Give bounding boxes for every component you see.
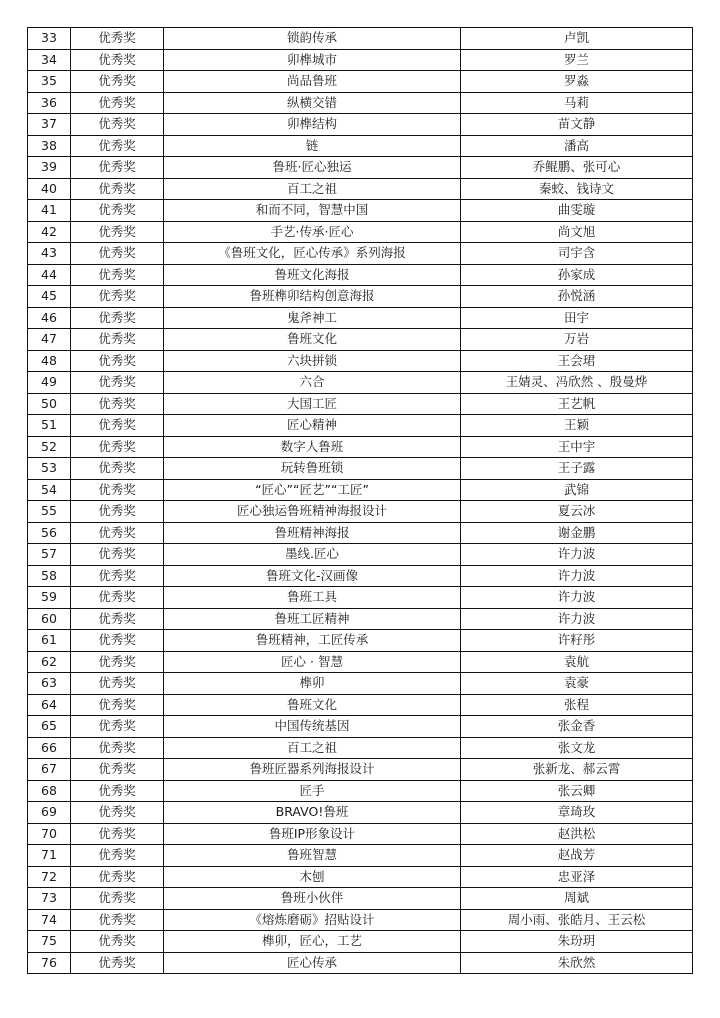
table-row [28, 178, 693, 200]
row-number-cell: 51 [28, 415, 71, 437]
table-row [28, 952, 693, 974]
award-level-cell: 优秀奖 [71, 350, 164, 372]
award-level-cell: 优秀奖 [71, 200, 164, 222]
author-cell: 许力波 [461, 544, 693, 566]
work-title-cell: 六块拼锁 [164, 350, 461, 372]
row-number-cell: 64 [28, 694, 71, 716]
row-number-cell: 46 [28, 307, 71, 329]
table-row [28, 608, 693, 630]
award-level-cell: 优秀奖 [71, 651, 164, 673]
table-row [28, 436, 693, 458]
table-row [28, 888, 693, 910]
author-cell: 孙家成 [461, 264, 693, 286]
table-row [28, 479, 693, 501]
work-title-cell: 匠心精神 [164, 415, 461, 437]
work-title-cell: 鲁班文化-汉画像 [164, 565, 461, 587]
table-row [28, 802, 693, 824]
row-number-cell: 68 [28, 780, 71, 802]
author-cell: 司宇含 [461, 243, 693, 265]
award-level-cell: 优秀奖 [71, 221, 164, 243]
work-title-cell: 锁韵传承 [164, 28, 461, 50]
award-level-cell: 优秀奖 [71, 565, 164, 587]
table-row [28, 845, 693, 867]
author-cell: 张文龙 [461, 737, 693, 759]
award-level-cell: 优秀奖 [71, 501, 164, 523]
award-level-cell: 优秀奖 [71, 694, 164, 716]
award-level-cell: 优秀奖 [71, 264, 164, 286]
author-cell: 朱玢玥 [461, 931, 693, 953]
table-row [28, 243, 693, 265]
award-level-cell: 优秀奖 [71, 329, 164, 351]
table-row [28, 157, 693, 179]
author-cell: 许力波 [461, 565, 693, 587]
author-cell: 袁航 [461, 651, 693, 673]
work-title-cell: “匠心”“匠艺”“工匠” [164, 479, 461, 501]
table-row [28, 759, 693, 781]
row-number-cell: 50 [28, 393, 71, 415]
row-number-cell: 43 [28, 243, 71, 265]
work-title-cell: 匠心 · 智慧 [164, 651, 461, 673]
award-level-cell: 优秀奖 [71, 780, 164, 802]
row-number-cell: 33 [28, 28, 71, 50]
work-title-cell: 链 [164, 135, 461, 157]
work-title-cell: 鲁班工匠精神 [164, 608, 461, 630]
author-cell: 赵洪松 [461, 823, 693, 845]
author-cell: 王颖 [461, 415, 693, 437]
table-row [28, 71, 693, 93]
work-title-cell: 手艺·传承·匠心 [164, 221, 461, 243]
work-title-cell: 数字人鲁班 [164, 436, 461, 458]
row-number-cell: 71 [28, 845, 71, 867]
work-title-cell: 卯榫结构 [164, 114, 461, 136]
award-level-cell: 优秀奖 [71, 866, 164, 888]
row-number-cell: 67 [28, 759, 71, 781]
author-cell: 许籽彤 [461, 630, 693, 652]
author-cell: 张新龙、郝云霄 [461, 759, 693, 781]
award-level-cell: 优秀奖 [71, 716, 164, 738]
work-title-cell: 鲁班榫卯结构创意海报 [164, 286, 461, 308]
row-number-cell: 76 [28, 952, 71, 974]
row-number-cell: 53 [28, 458, 71, 480]
work-title-cell: 百工之祖 [164, 737, 461, 759]
award-level-cell: 优秀奖 [71, 630, 164, 652]
award-level-cell: 优秀奖 [71, 157, 164, 179]
award-level-cell: 优秀奖 [71, 952, 164, 974]
table-row [28, 329, 693, 351]
row-number-cell: 54 [28, 479, 71, 501]
author-cell: 武锦 [461, 479, 693, 501]
award-level-cell: 优秀奖 [71, 608, 164, 630]
awards-table-body [28, 28, 693, 974]
table-row [28, 393, 693, 415]
row-number-cell: 37 [28, 114, 71, 136]
row-number-cell: 41 [28, 200, 71, 222]
table-row [28, 931, 693, 953]
award-level-cell: 优秀奖 [71, 802, 164, 824]
row-number-cell: 55 [28, 501, 71, 523]
author-cell: 卢凯 [461, 28, 693, 50]
table-row [28, 909, 693, 931]
table-row [28, 866, 693, 888]
row-number-cell: 47 [28, 329, 71, 351]
award-level-cell: 优秀奖 [71, 909, 164, 931]
table-row [28, 372, 693, 394]
row-number-cell: 65 [28, 716, 71, 738]
award-level-cell: 优秀奖 [71, 114, 164, 136]
work-title-cell: 鲁班IP形象设计 [164, 823, 461, 845]
author-cell: 许力波 [461, 587, 693, 609]
work-title-cell: BRAVO!鲁班 [164, 802, 461, 824]
work-title-cell: 鲁班精神，工匠传承 [164, 630, 461, 652]
work-title-cell: 大国工匠 [164, 393, 461, 415]
table-row [28, 415, 693, 437]
table-row [28, 92, 693, 114]
award-level-cell: 优秀奖 [71, 522, 164, 544]
table-row [28, 716, 693, 738]
work-title-cell: 榫卯 [164, 673, 461, 695]
work-title-cell: 鲁班智慧 [164, 845, 461, 867]
award-level-cell: 优秀奖 [71, 436, 164, 458]
work-title-cell: 鲁班·匠心独运 [164, 157, 461, 179]
author-cell: 谢金鹏 [461, 522, 693, 544]
table-row [28, 286, 693, 308]
table-row [28, 630, 693, 652]
work-title-cell: 百工之祖 [164, 178, 461, 200]
author-cell: 忠亚泽 [461, 866, 693, 888]
row-number-cell: 73 [28, 888, 71, 910]
award-level-cell: 优秀奖 [71, 587, 164, 609]
work-title-cell: 鲁班文化 [164, 694, 461, 716]
table-row [28, 522, 693, 544]
work-title-cell: 榫卯，匠心，工艺 [164, 931, 461, 953]
work-title-cell: 《熔炼磨砺》招贴设计 [164, 909, 461, 931]
row-number-cell: 40 [28, 178, 71, 200]
row-number-cell: 62 [28, 651, 71, 673]
award-level-cell: 优秀奖 [71, 372, 164, 394]
row-number-cell: 61 [28, 630, 71, 652]
award-level-cell: 优秀奖 [71, 135, 164, 157]
work-title-cell: 匠心独运鲁班精神海报设计 [164, 501, 461, 523]
row-number-cell: 52 [28, 436, 71, 458]
work-title-cell: 鲁班匠器系列海报设计 [164, 759, 461, 781]
award-level-cell: 优秀奖 [71, 544, 164, 566]
work-title-cell: 墨线.匠心 [164, 544, 461, 566]
author-cell: 王子露 [461, 458, 693, 480]
row-number-cell: 63 [28, 673, 71, 695]
author-cell: 袁豪 [461, 673, 693, 695]
row-number-cell: 70 [28, 823, 71, 845]
author-cell: 苗文静 [461, 114, 693, 136]
author-cell: 孙悦涵 [461, 286, 693, 308]
work-title-cell: 鲁班精神海报 [164, 522, 461, 544]
author-cell: 朱欣然 [461, 952, 693, 974]
table-row [28, 587, 693, 609]
award-level-cell: 优秀奖 [71, 71, 164, 93]
work-title-cell: 木刨 [164, 866, 461, 888]
work-title-cell: 鲁班文化 [164, 329, 461, 351]
row-number-cell: 74 [28, 909, 71, 931]
award-level-cell: 优秀奖 [71, 845, 164, 867]
table-row [28, 135, 693, 157]
table-row [28, 350, 693, 372]
table-row [28, 544, 693, 566]
award-level-cell: 优秀奖 [71, 307, 164, 329]
work-title-cell: 鲁班小伙伴 [164, 888, 461, 910]
author-cell: 王婧灵、冯欣然 、殷曼烨 [461, 372, 693, 394]
award-level-cell: 优秀奖 [71, 458, 164, 480]
author-cell: 夏云冰 [461, 501, 693, 523]
row-number-cell: 56 [28, 522, 71, 544]
work-title-cell: 匠心传承 [164, 952, 461, 974]
row-number-cell: 75 [28, 931, 71, 953]
author-cell: 曲雯璇 [461, 200, 693, 222]
award-level-cell: 优秀奖 [71, 759, 164, 781]
row-number-cell: 69 [28, 802, 71, 824]
author-cell: 田宇 [461, 307, 693, 329]
work-title-cell: 鲁班文化海报 [164, 264, 461, 286]
row-number-cell: 72 [28, 866, 71, 888]
row-number-cell: 42 [28, 221, 71, 243]
award-level-cell: 优秀奖 [71, 888, 164, 910]
work-title-cell: 六合 [164, 372, 461, 394]
award-level-cell: 优秀奖 [71, 479, 164, 501]
work-title-cell: 玩转鲁班锁 [164, 458, 461, 480]
work-title-cell: 纵横交错 [164, 92, 461, 114]
row-number-cell: 34 [28, 49, 71, 71]
author-cell: 张云卿 [461, 780, 693, 802]
author-cell: 王会珺 [461, 350, 693, 372]
award-level-cell: 优秀奖 [71, 28, 164, 50]
author-cell: 罗兰 [461, 49, 693, 71]
author-cell: 章琦玫 [461, 802, 693, 824]
author-cell: 潘高 [461, 135, 693, 157]
award-level-cell: 优秀奖 [71, 49, 164, 71]
row-number-cell: 36 [28, 92, 71, 114]
row-number-cell: 39 [28, 157, 71, 179]
work-title-cell: 《鲁班文化，匠心传承》系列海报 [164, 243, 461, 265]
awards-table [27, 27, 693, 974]
row-number-cell: 58 [28, 565, 71, 587]
row-number-cell: 49 [28, 372, 71, 394]
award-level-cell: 优秀奖 [71, 178, 164, 200]
author-cell: 万岩 [461, 329, 693, 351]
work-title-cell: 匠手 [164, 780, 461, 802]
row-number-cell: 48 [28, 350, 71, 372]
row-number-cell: 44 [28, 264, 71, 286]
row-number-cell: 45 [28, 286, 71, 308]
award-level-cell: 优秀奖 [71, 92, 164, 114]
work-title-cell: 和而不同，智慧中国 [164, 200, 461, 222]
award-level-cell: 优秀奖 [71, 415, 164, 437]
table-row [28, 200, 693, 222]
row-number-cell: 38 [28, 135, 71, 157]
table-row [28, 673, 693, 695]
table-row [28, 307, 693, 329]
author-cell: 周小雨、张皓月、王云松 [461, 909, 693, 931]
table-row [28, 28, 693, 50]
author-cell: 张程 [461, 694, 693, 716]
author-cell: 马莉 [461, 92, 693, 114]
award-level-cell: 优秀奖 [71, 931, 164, 953]
author-cell: 尚文旭 [461, 221, 693, 243]
work-title-cell: 尚品鲁班 [164, 71, 461, 93]
work-title-cell: 鲁班工具 [164, 587, 461, 609]
row-number-cell: 66 [28, 737, 71, 759]
table-row [28, 565, 693, 587]
award-level-cell: 优秀奖 [71, 673, 164, 695]
table-row [28, 264, 693, 286]
table-row [28, 114, 693, 136]
award-level-cell: 优秀奖 [71, 823, 164, 845]
author-cell: 王艺帆 [461, 393, 693, 415]
table-row [28, 49, 693, 71]
row-number-cell: 60 [28, 608, 71, 630]
work-title-cell: 卯榫城市 [164, 49, 461, 71]
award-level-cell: 优秀奖 [71, 737, 164, 759]
row-number-cell: 57 [28, 544, 71, 566]
author-cell: 乔鲲鹏、张可心 [461, 157, 693, 179]
table-row [28, 694, 693, 716]
table-row [28, 737, 693, 759]
table-row [28, 501, 693, 523]
author-cell: 罗淼 [461, 71, 693, 93]
author-cell: 赵战芳 [461, 845, 693, 867]
author-cell: 周斌 [461, 888, 693, 910]
author-cell: 张金香 [461, 716, 693, 738]
award-level-cell: 优秀奖 [71, 286, 164, 308]
table-row [28, 651, 693, 673]
table-row [28, 458, 693, 480]
table-row [28, 780, 693, 802]
table-row [28, 823, 693, 845]
award-level-cell: 优秀奖 [71, 243, 164, 265]
author-cell: 许力波 [461, 608, 693, 630]
row-number-cell: 35 [28, 71, 71, 93]
work-title-cell: 鬼斧神工 [164, 307, 461, 329]
author-cell: 王中宇 [461, 436, 693, 458]
row-number-cell: 59 [28, 587, 71, 609]
author-cell: 秦蛟、钱诗文 [461, 178, 693, 200]
work-title-cell: 中国传统基因 [164, 716, 461, 738]
award-level-cell: 优秀奖 [71, 393, 164, 415]
table-row [28, 221, 693, 243]
